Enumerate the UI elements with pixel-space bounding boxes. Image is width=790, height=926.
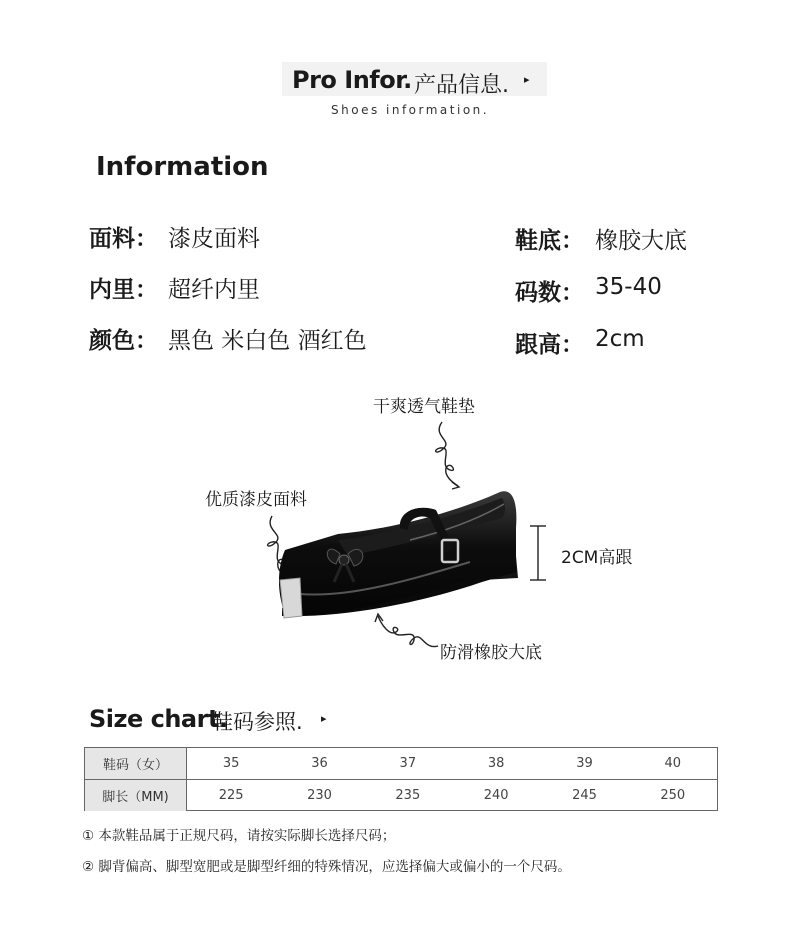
spec-value-color: 黑色 米白色 酒红色: [168, 328, 367, 354]
table-cell: 40: [664, 756, 682, 771]
spec-label-lining: 内里：: [89, 277, 158, 303]
table-cell: 39: [576, 756, 593, 771]
spec-value-heel: 2cm: [595, 326, 645, 352]
size-chart-title-en: Size chart.: [89, 705, 228, 733]
table-cell: 35: [222, 756, 240, 771]
callout-sole: 防滑橡胶大底: [440, 643, 542, 663]
note-2: ② 脚背偏高、脚型宽肥或是脚型纤细的特殊情况，应选择偏大或偏小的一个尺码。: [82, 859, 571, 875]
header-subtitle: Shoes information.: [331, 103, 490, 117]
row-header-size: 鞋码（女）: [85, 748, 187, 779]
table-cell: 245: [572, 788, 597, 803]
spec-label-color: 颜色：: [89, 328, 158, 354]
table-cell: 37: [399, 756, 417, 771]
spec-value-sole: 橡胶大底: [595, 228, 687, 254]
table-row: [85, 780, 717, 811]
header-arrow-icon: ▸: [524, 73, 530, 86]
table-cell: 225: [218, 788, 244, 803]
header-title-en: Pro Infor.: [292, 66, 412, 94]
callout-insole: 干爽透气鞋垫: [373, 397, 475, 417]
spec-label-sole: 鞋底：: [515, 228, 584, 254]
shoe-illustration: [230, 470, 560, 630]
size-chart-title-zh: 鞋码参照.: [212, 710, 303, 734]
information-title: Information: [96, 152, 269, 182]
spec-value-material: 漆皮面料: [168, 226, 260, 252]
table-cell: 230: [307, 788, 332, 803]
table-cell: 235: [395, 788, 421, 803]
spec-label-size: 码数：: [515, 280, 584, 306]
table-row: [85, 748, 717, 780]
table-cell: 38: [487, 756, 505, 771]
note-1: ① 本款鞋品属于正规尺码，请按实际脚长选择尺码；: [82, 828, 396, 844]
size-chart-arrow-icon: ▸: [321, 712, 327, 725]
table-cell: 250: [660, 788, 686, 803]
callout-heel: 2CM高跟: [561, 548, 633, 568]
table-cell: 240: [483, 788, 509, 803]
spec-value-size: 35-40: [595, 274, 662, 300]
callout-upper: 优质漆皮面料: [205, 490, 307, 510]
size-table: [84, 747, 718, 811]
spec-value-lining: 超纤内里: [168, 277, 260, 303]
row-header-foot-length: 脚长（MM): [85, 780, 187, 811]
spec-label-material: 面料：: [89, 226, 158, 252]
spec-label-heel: 跟高：: [515, 332, 584, 358]
header-title-zh: 产品信息.: [414, 73, 509, 98]
table-cell: 36: [311, 756, 328, 771]
